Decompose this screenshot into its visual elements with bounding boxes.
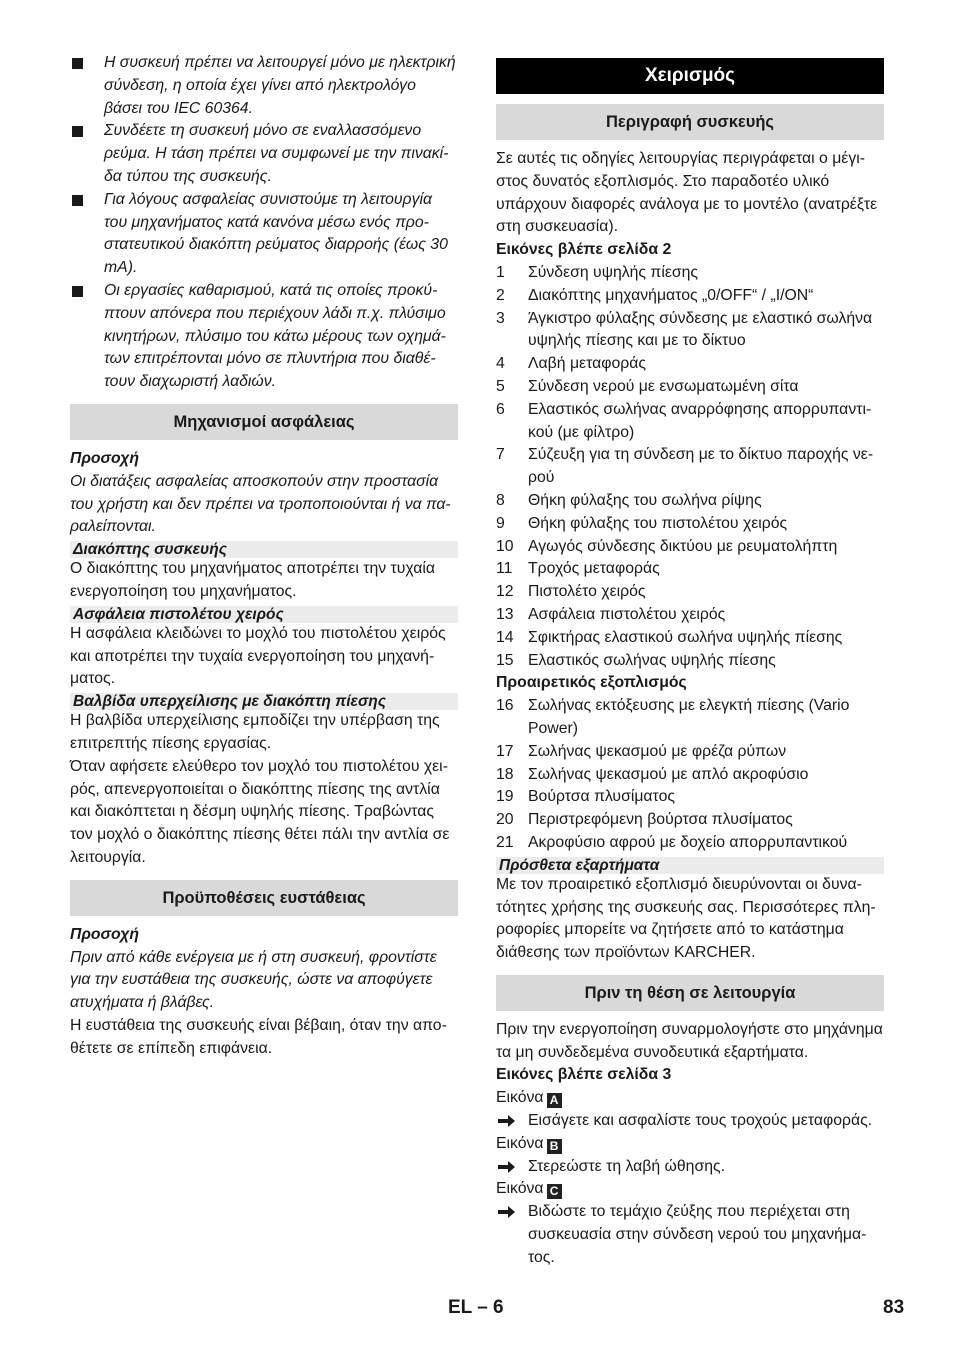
square-bullet-icon xyxy=(72,126,83,137)
paragraph: Η ευστάθεια της συσκευής είναι βέβαιη, όταν την αποθέτετε σε επίπεδη επιφάνεια. xyxy=(70,1016,447,1057)
figure-letter-icon: A xyxy=(547,1093,562,1108)
paragraph: Σε αυτές τις οδηγίες λειτουργίας περιγράφεται ο μέγιστος δυνατός εξοπλισμός. Στο παραδοτέο υλικό υπάρχουν διαφορές ανάλογα με το μοντέλο (ανατρέξτε στη συσκευασία). xyxy=(496,150,878,236)
figures-label: Εικόνες βλέπε σελίδα 3 xyxy=(496,1066,672,1084)
caution-text: Οι διατάξεις ασφαλείας αποσκοπούν στην προστασία του χρήστη και δεν πρέπει να τροποποιούνται ή να παραλείπονται. xyxy=(70,472,451,536)
paragraph: Πριν την ενεργοποίηση συναρμολογήστε στο μηχάνημα τα μη συνδεδεμένα συνοδευτικά εξαρτήματα. xyxy=(496,1020,883,1061)
figures-label: Εικόνες βλέπε σελίδα 2 xyxy=(496,241,672,259)
step-item: Στερεώστε τη λαβή ώθησης. xyxy=(496,1156,884,1179)
list-item: 17 Σωλήνας ψεκασμού με φρέζα ρύπων xyxy=(496,742,787,760)
paragraph: Όταν αφήσετε ελεύθερο τον μοχλό του πιστολέτου χειρός, απενεργοποιείται ο διακόπτης πίεσης της αντλία και διακόπτεται η δέσμη υψηλής πίεσης. Τραβώντας τον μοχλό ο διακόπτης πίεσης θέτει πάλι την αντλία σε λειτουργία. xyxy=(70,757,450,866)
list-item: 15 Ελαστικός σωλήνας υψηλής πίεσης xyxy=(496,651,776,669)
list-item: 13 Ασφάλεια πιστολέτου χειρός xyxy=(496,605,726,623)
list-item: 21 Ακροφύσιο αφρού με δοχείο απορρυπαντικού xyxy=(496,833,848,851)
figure-reference: Εικόνα A xyxy=(496,1087,884,1110)
section-heading-safety: Μηχανισμοί ασφάλειας xyxy=(70,404,458,440)
list-item: 18 Σωλήνας ψεκασμού με απλό ακροφύσιο xyxy=(496,765,809,783)
list-item: Συνδέετε τη συσκευή μόνο σε εναλλασσόμενο ρεύμα. Η τάση πρέπει να συμφωνεί με την πινακίδα τύπου της συσκευής. xyxy=(70,120,458,188)
subheading-accessories: Πρόσθετα εξαρτήματα xyxy=(496,857,884,874)
parts-list xyxy=(496,262,884,672)
paragraph: Η βαλβίδα υπερχείλισης εμποδίζει την υπέρβαση της επιτρεπτής πίεσης εργασίας. xyxy=(70,712,440,752)
main-heading-operation: Χειρισμός xyxy=(496,58,884,94)
section-heading-description: Περιγραφή συσκευής xyxy=(496,104,884,140)
paragraph: Η ασφάλεια κλειδώνει το μοχλό του πιστολέτου χειρός και αποτρέπει την τυχαία ενεργοποίηση του μηχανήματος. xyxy=(70,624,446,688)
list-item: 8 Θήκη φύλαξης του σωλήνα ρίψης xyxy=(496,491,762,509)
step-item: Βιδώστε το τεμάχιο ζεύξης που περιέχεται στη συσκευασία στην σύνδεση νερού του μηχανήματος. xyxy=(496,1201,884,1269)
right-column xyxy=(496,52,884,1270)
list-item: 16 Σωλήνας εκτόξευσης με ελεγκτή πίεσης (Vario Power) xyxy=(496,697,850,737)
list-item: 11 Τροχός μεταφοράς xyxy=(496,560,660,578)
figure-reference: Εικόνα B xyxy=(496,1133,884,1156)
figure-letter-icon: B xyxy=(547,1139,562,1154)
caution-label: Προσοχή xyxy=(70,925,140,943)
list-item: 20 Περιστρεφόμενη βούρτσα πλυσίματος xyxy=(496,811,793,829)
figure-letter-icon: C xyxy=(547,1184,562,1199)
square-bullet-icon xyxy=(72,58,83,69)
list-item: 19 Βούρτσα πλυσίματος xyxy=(496,788,675,806)
safety-bullets xyxy=(70,52,458,394)
list-item: 10 Αγωγός σύνδεσης δικτύου με ρευματολήπτη xyxy=(496,537,838,555)
list-item: 5 Σύνδεση νερού με ενσωματωμένη σίτα xyxy=(496,377,799,395)
optional-list xyxy=(496,695,884,855)
list-item: 7 Σύζευξη για τη σύνδεση με το δίκτυο παροχής νερού xyxy=(496,446,874,487)
list-item: Για λόγους ασφαλείας συνιστούμε τη λειτουργία του μηχανήματος κατά κανόνα μέσω ενός προστατευτικού διακόπτη ρεύματος διαρροής (έως 30 mA). xyxy=(70,189,458,280)
section-heading-stability: Προϋποθέσεις ευστάθειας xyxy=(70,880,458,916)
paragraph: Με τον προαιρετικό εξοπλισμό διευρύνονται οι δυνατότητες χρήσης της συσκευής σας. Περισσότερες πληροφορίες μπορείτε να ζητήσετε από το κατάστημα διάθεσης των προϊόντων KARCHER. xyxy=(496,875,876,962)
arrow-right-icon xyxy=(498,1114,516,1128)
list-item: Η συσκευή πρέπει να λειτουργεί μόνο με ηλεκτρική σύνδεση, η οποία έχει γίνει από ηλεκτρολόγο βάσει του IEC 60364. xyxy=(70,52,458,120)
subheading-gun-lock: Ασφάλεια πιστολέτου χειρός xyxy=(70,606,458,623)
caution-text: Πριν από κάθε ενέργεια με ή στη συσκευή, φροντίστε για την ευστάθεια της συσκευής, ώστε να αποφύγετε ατυχήματα ή βλάβες. xyxy=(70,948,437,1012)
section-page-code: EL – 6 xyxy=(448,1297,504,1318)
page-number: 83 xyxy=(883,1297,905,1318)
arrow-right-icon xyxy=(498,1205,516,1219)
square-bullet-icon xyxy=(72,195,83,206)
arrow-right-icon xyxy=(498,1160,516,1174)
figure-reference: Εικόνα C xyxy=(496,1178,884,1201)
square-bullet-icon xyxy=(72,286,83,297)
optional-label: Προαιρετικός εξοπλισμός xyxy=(496,674,687,692)
paragraph: Ο διακόπτης του μηχανήματος αποτρέπει την τυχαία ενεργοποίηση του μηχανήματος. xyxy=(70,560,436,600)
list-item: 9 Θήκη φύλαξης του πιστολέτου χειρός xyxy=(496,514,788,532)
list-item: 4 Λαβή μεταφοράς xyxy=(496,355,646,373)
list-item: 2 Διακόπτης μηχανήματος „0/OFF“ / „I/ON“ xyxy=(496,286,814,304)
list-item: 6 Ελαστικός σωλήνας αναρρόφησης απορρυπαντικού (με φίλτρο) xyxy=(496,400,872,441)
list-item: 3 Άγκιστρο φύλαξης σύνδεσης με ελαστικό σωλήνα υψηλής πίεσης και με το δίκτυο xyxy=(496,309,873,350)
section-heading-before-start: Πριν τη θέση σε λειτουργία xyxy=(496,975,884,1011)
list-item: 14 Σφικτήρας ελαστικού σωλήνα υψηλής πίεσης xyxy=(496,628,843,646)
subheading-overflow-valve: Βαλβίδα υπερχείλισης με διακόπτη πίεσης xyxy=(70,693,458,710)
list-item: 1 Σύνδεση υψηλής πίεσης xyxy=(496,263,699,281)
left-column xyxy=(70,52,458,1060)
step-item: Εισάγετε και ασφαλίστε τους τροχούς μεταφοράς. xyxy=(496,1110,884,1133)
list-item: Οι εργασίες καθαρισμού, κατά τις οποίες προκύπτουν απόνερα που περιέχουν λάδι π.χ. πλύσιμο κινητήρων, πλύσιμο του κάτω μέρους των οχημάτων επιτρέπονται μόνο σε πλυντήρια που διαθέτουν διαχωριστή λαδιών. xyxy=(70,280,458,394)
caution-label: Προσοχή xyxy=(70,449,140,467)
subheading-device-switch: Διακόπτης συσκευής xyxy=(70,541,458,558)
list-item: 12 Πιστολέτο χειρός xyxy=(496,583,646,601)
